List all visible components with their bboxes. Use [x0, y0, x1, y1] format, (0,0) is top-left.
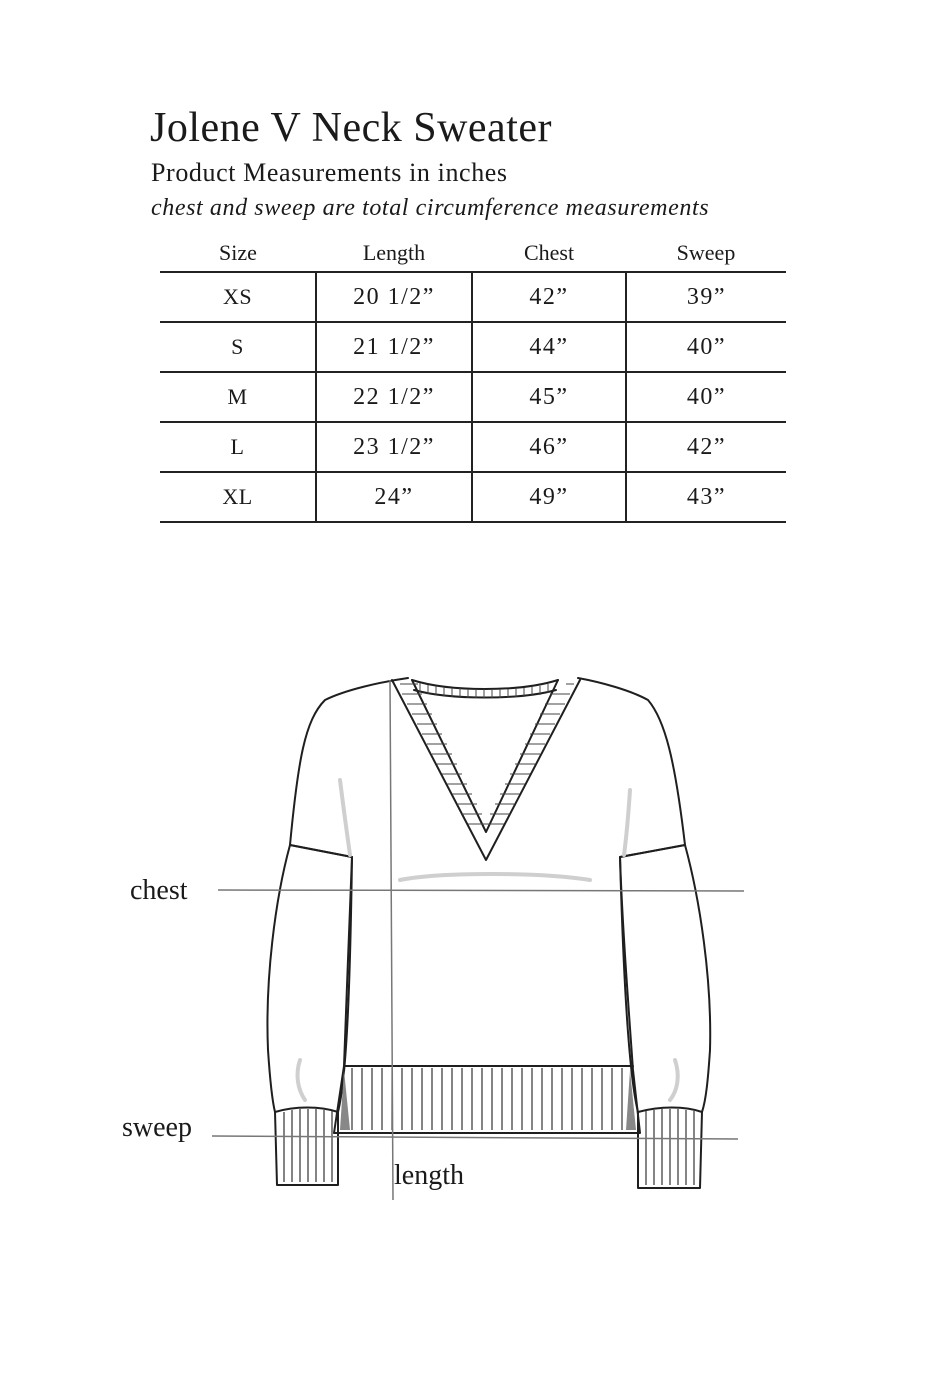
length-cell: 21 1/2”: [316, 322, 472, 372]
right-sleeve: [620, 845, 710, 1188]
sweep-measure-line: [212, 1136, 738, 1139]
size-chart-table: [160, 235, 786, 523]
measurement-note: chest and sweep are total circumference measurements: [151, 195, 710, 221]
chest-label: chest: [130, 875, 188, 906]
header-chest: Chest: [472, 235, 626, 272]
chest-cell: 45”: [472, 372, 626, 422]
sweep-cell: 39”: [626, 272, 786, 322]
size-cell: S: [160, 322, 316, 372]
table-row: [160, 322, 786, 372]
page-subtitle: Product Measurements in inches: [151, 158, 508, 187]
length-cell: 24”: [316, 472, 472, 522]
left-shoulder-seam: [290, 845, 352, 857]
size-cell: M: [160, 372, 316, 422]
chest-cell: 46”: [472, 422, 626, 472]
header-sweep: Sweep: [626, 235, 786, 272]
header-size: Size: [160, 235, 316, 272]
length-cell: 22 1/2”: [316, 372, 472, 422]
table-row: [160, 272, 786, 322]
size-cell: XL: [160, 472, 316, 522]
chest-cell: 42”: [472, 272, 626, 322]
table-row: [160, 472, 786, 522]
sweep-label: sweep: [122, 1112, 192, 1143]
length-cell: 23 1/2”: [316, 422, 472, 472]
page-title: Jolene V Neck Sweater: [150, 105, 552, 151]
sweep-cell: 40”: [626, 372, 786, 422]
chest-cell: 44”: [472, 322, 626, 372]
neckline-outer: [392, 680, 580, 860]
chest-measure-line: [218, 890, 744, 891]
sweep-cell: 40”: [626, 322, 786, 372]
size-cell: XS: [160, 272, 316, 322]
sweater-body-outline: [290, 678, 685, 1133]
sweep-cell: 43”: [626, 472, 786, 522]
length-label: length: [394, 1160, 464, 1191]
right-shoulder-seam: [620, 845, 685, 857]
back-neck: [412, 680, 558, 689]
neckline-inner: [412, 680, 558, 832]
sweep-cell: 42”: [626, 422, 786, 472]
length-cell: 20 1/2”: [316, 272, 472, 322]
table-row: [160, 372, 786, 422]
size-cell: L: [160, 422, 316, 472]
table-header-row: [160, 235, 786, 272]
header-length: Length: [316, 235, 472, 272]
chest-cell: 49”: [472, 472, 626, 522]
table-row: [160, 422, 786, 472]
